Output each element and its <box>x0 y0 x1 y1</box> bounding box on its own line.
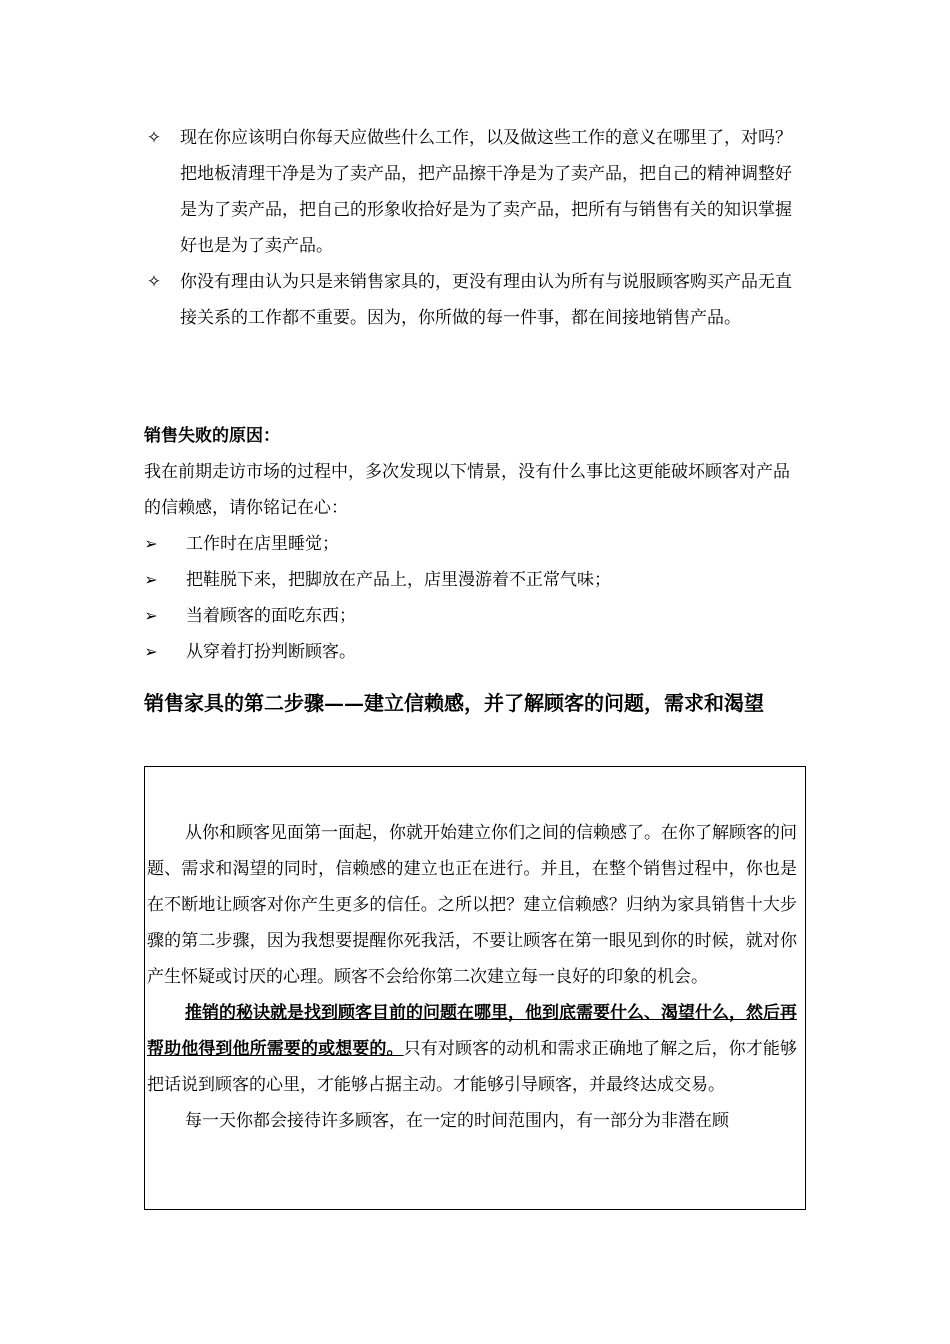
list-item-text: 把鞋脱下来，把脚放在产品上，店里漫游着不正常气味； <box>186 570 611 590</box>
failure-list <box>144 526 804 670</box>
arrow-bullet-icon: ➢ <box>144 570 158 589</box>
arrow-bullet-icon: ➢ <box>144 606 158 625</box>
list-item-text: 从穿着打扮判断顾客。 <box>186 642 356 662</box>
list-item-text: 工作时在店里睡觉； <box>186 534 339 554</box>
arrow-bullet-icon: ➢ <box>144 642 158 661</box>
list-item-text: 当着顾客的面吃东西； <box>186 606 356 626</box>
paragraph-text: 只有对顾客的动机和需求正确地了解之后，你才能够把话说到顾客的心里，才能够占据主动。才能够引导顾客，并最终达成交易。 <box>147 1039 798 1095</box>
failure-reasons-section <box>144 418 804 670</box>
list-item <box>144 264 804 336</box>
list-item <box>144 120 804 264</box>
text-box-content <box>147 815 797 1139</box>
list-item <box>144 526 804 562</box>
star-bullet-icon: ✧ <box>146 128 162 148</box>
list-item-text: 你没有理由认为只是来销售家具的，更没有理由认为所有与说服顾客购买产品无直接关系的工作都不重要。因为，你所做的每一件事，都在间接地销售产品。 <box>180 272 792 328</box>
list-item <box>144 598 804 634</box>
list-item <box>144 634 804 670</box>
paragraph: 每一天你都会接待许多顾客，在一定的时间范围内，有一部分为非潜在顾 <box>185 1111 729 1131</box>
text-box <box>144 766 806 1210</box>
section-heading: 销售失败的原因： <box>144 426 280 446</box>
arrow-bullet-icon: ➢ <box>144 534 158 553</box>
list-item <box>144 562 804 598</box>
star-bullet-icon: ✧ <box>146 272 162 292</box>
paragraph <box>147 995 797 1103</box>
list-item-text: 现在你应该明白你每天应做些什么工作，以及做这些工作的意义在哪里了，对吗？把地板清理干净是为了卖产品，把产品擦干净是为了卖产品，把自己的精神调整好是为了卖产品，把自己的形象收拾好是为了卖产品，把所有与销售有关的知识掌握好也是为了卖产品。 <box>180 128 792 256</box>
step-heading: 销售家具的第二步骤——建立信赖感，并了解顾客的问题，需求和渴望 <box>144 691 764 715</box>
paragraph: 从你和顾客见面第一面起，你就开始建立你们之间的信赖感了。在你了解顾客的问题、需求和渴望的同时，信赖感的建立也正在进行。并且，在整个销售过程中，你也是在不断地让顾客对你产生更多的信任。之所以把？建立信赖感？归纳为家具销售十大步骤的第二步骤，因为我想要提醒你死我活，不要让顾客在第一眼见到你的时候，就对你产生怀疑或讨厌的心理。顾客不会给你第二次建立每一良好的印象的机会。 <box>147 823 797 987</box>
work-meaning-list <box>144 120 804 336</box>
section-intro: 我在前期走访市场的过程中，多次发现以下情景，没有什么事比这更能破坏顾客对产品的信赖感，请你铭记在心： <box>144 462 790 518</box>
emphasis-text: 推销的秘诀就是找到顾客目前的问题在哪里，他到底需要什么、渴望什么，然后再帮助他得到他所需要的或想要的。 <box>147 1003 797 1059</box>
